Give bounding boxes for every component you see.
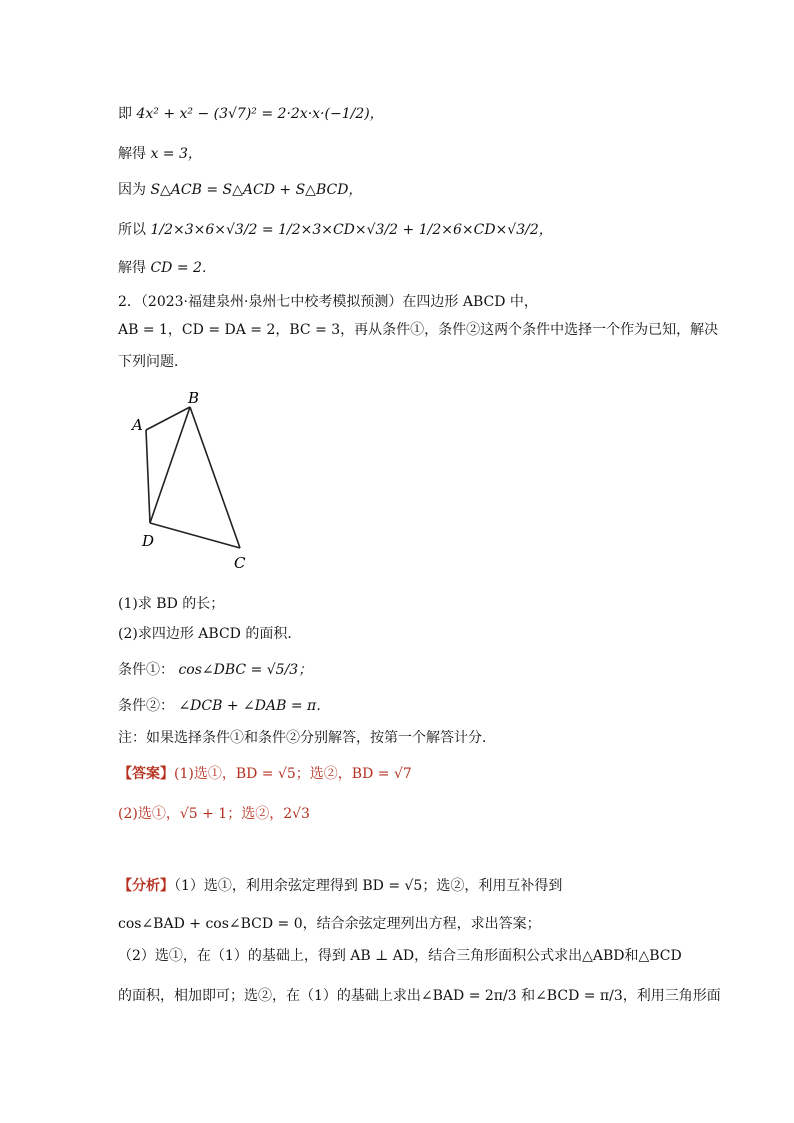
vertex-label-a: A	[132, 416, 143, 434]
condition-1-label: 条件①：	[118, 662, 174, 678]
solution-line-3-math: S△ACB = S△ACD + S△BCD，	[150, 182, 363, 198]
scoring-note: 注：如果选择条件①和条件②分别解答，按第一个解答计分．	[118, 730, 496, 746]
condition-1-math: cos∠DBC = √5/3；	[178, 662, 313, 678]
condition-2	[118, 696, 330, 716]
analysis-line-3: （2）选①，在（1）的基础上，得到 AB ⊥ AD，结合三角形面积公式求出△ABD和△BCD	[118, 948, 682, 964]
solution-line-4-math: 1/2×3×6×√3/2 = 1/2×3×CD×√3/2 + 1/2×6×CD×√3/2，	[150, 222, 553, 238]
solution-line-1	[118, 104, 384, 124]
vertex-label-c: C	[234, 554, 246, 572]
solution-line-1-math: 4x² + x² − (3√7)² = 2·2x·x·(−1/2)，	[136, 106, 384, 122]
answer-tag: 【答案】	[118, 766, 174, 782]
answer-line-2: (2)选①，√5 + 1；选②，2√3	[118, 806, 310, 822]
vertex-label-b: B	[188, 389, 200, 407]
answer-part-1: (1)选①，BD = √5；选②，BD = √7	[174, 766, 412, 782]
solution-line-5	[118, 258, 216, 278]
condition-2-label: 条件②：	[118, 698, 174, 714]
solution-line-2	[118, 144, 202, 164]
analysis-line-4: 的面积，相加即可；选②，在（1）的基础上求出∠BAD = 2π/3 和∠BCD = π/3，利用三角形面	[118, 988, 721, 1004]
solution-line-2-prefix: 解得	[118, 146, 146, 162]
solution-line-4	[118, 220, 553, 240]
solution-line-2-math: x = 3，	[150, 146, 202, 162]
condition-1	[118, 660, 312, 680]
solution-line-5-math: CD = 2．	[150, 260, 216, 276]
answer-line-1	[118, 764, 412, 784]
solution-line-4-prefix: 所以	[118, 222, 146, 238]
analysis-part-1: （1）选①，利用余弦定理得到 BD = √5；选②，利用互补得到	[174, 878, 563, 894]
solution-line-1-prefix: 即	[118, 106, 132, 122]
problem-2-line-1: 2．（2023·福建泉州·泉州七中校考模拟预测）在四边形 ABCD 中，	[118, 294, 538, 310]
quadrilateral-figure	[118, 385, 268, 580]
condition-2-math: ∠DCB + ∠DAB = π．	[178, 698, 331, 714]
vertex-label-d: D	[142, 532, 155, 550]
problem-2-line-2: AB = 1，CD = DA = 2，BC = 3，再从条件①，条件②这两个条件中选择一个作为已知，解决	[118, 322, 719, 338]
problem-2-line-3: 下列问题．	[118, 354, 188, 370]
question-1: (1)求 BD 的长；	[118, 596, 225, 612]
edge-cd	[150, 523, 240, 548]
analysis-line-1	[118, 876, 562, 896]
edge-bc	[190, 407, 240, 548]
analysis-tag: 【分析】	[118, 878, 174, 894]
solution-line-3	[118, 180, 362, 200]
edge-da	[146, 430, 150, 523]
analysis-line-2: cos∠BAD + cos∠BCD = 0，结合余弦定理列出方程，求出答案；	[118, 916, 541, 932]
solution-line-3-prefix: 因为	[118, 182, 146, 198]
solution-line-5-prefix: 解得	[118, 260, 146, 276]
question-2: (2)求四边形 ABCD 的面积．	[118, 626, 302, 642]
